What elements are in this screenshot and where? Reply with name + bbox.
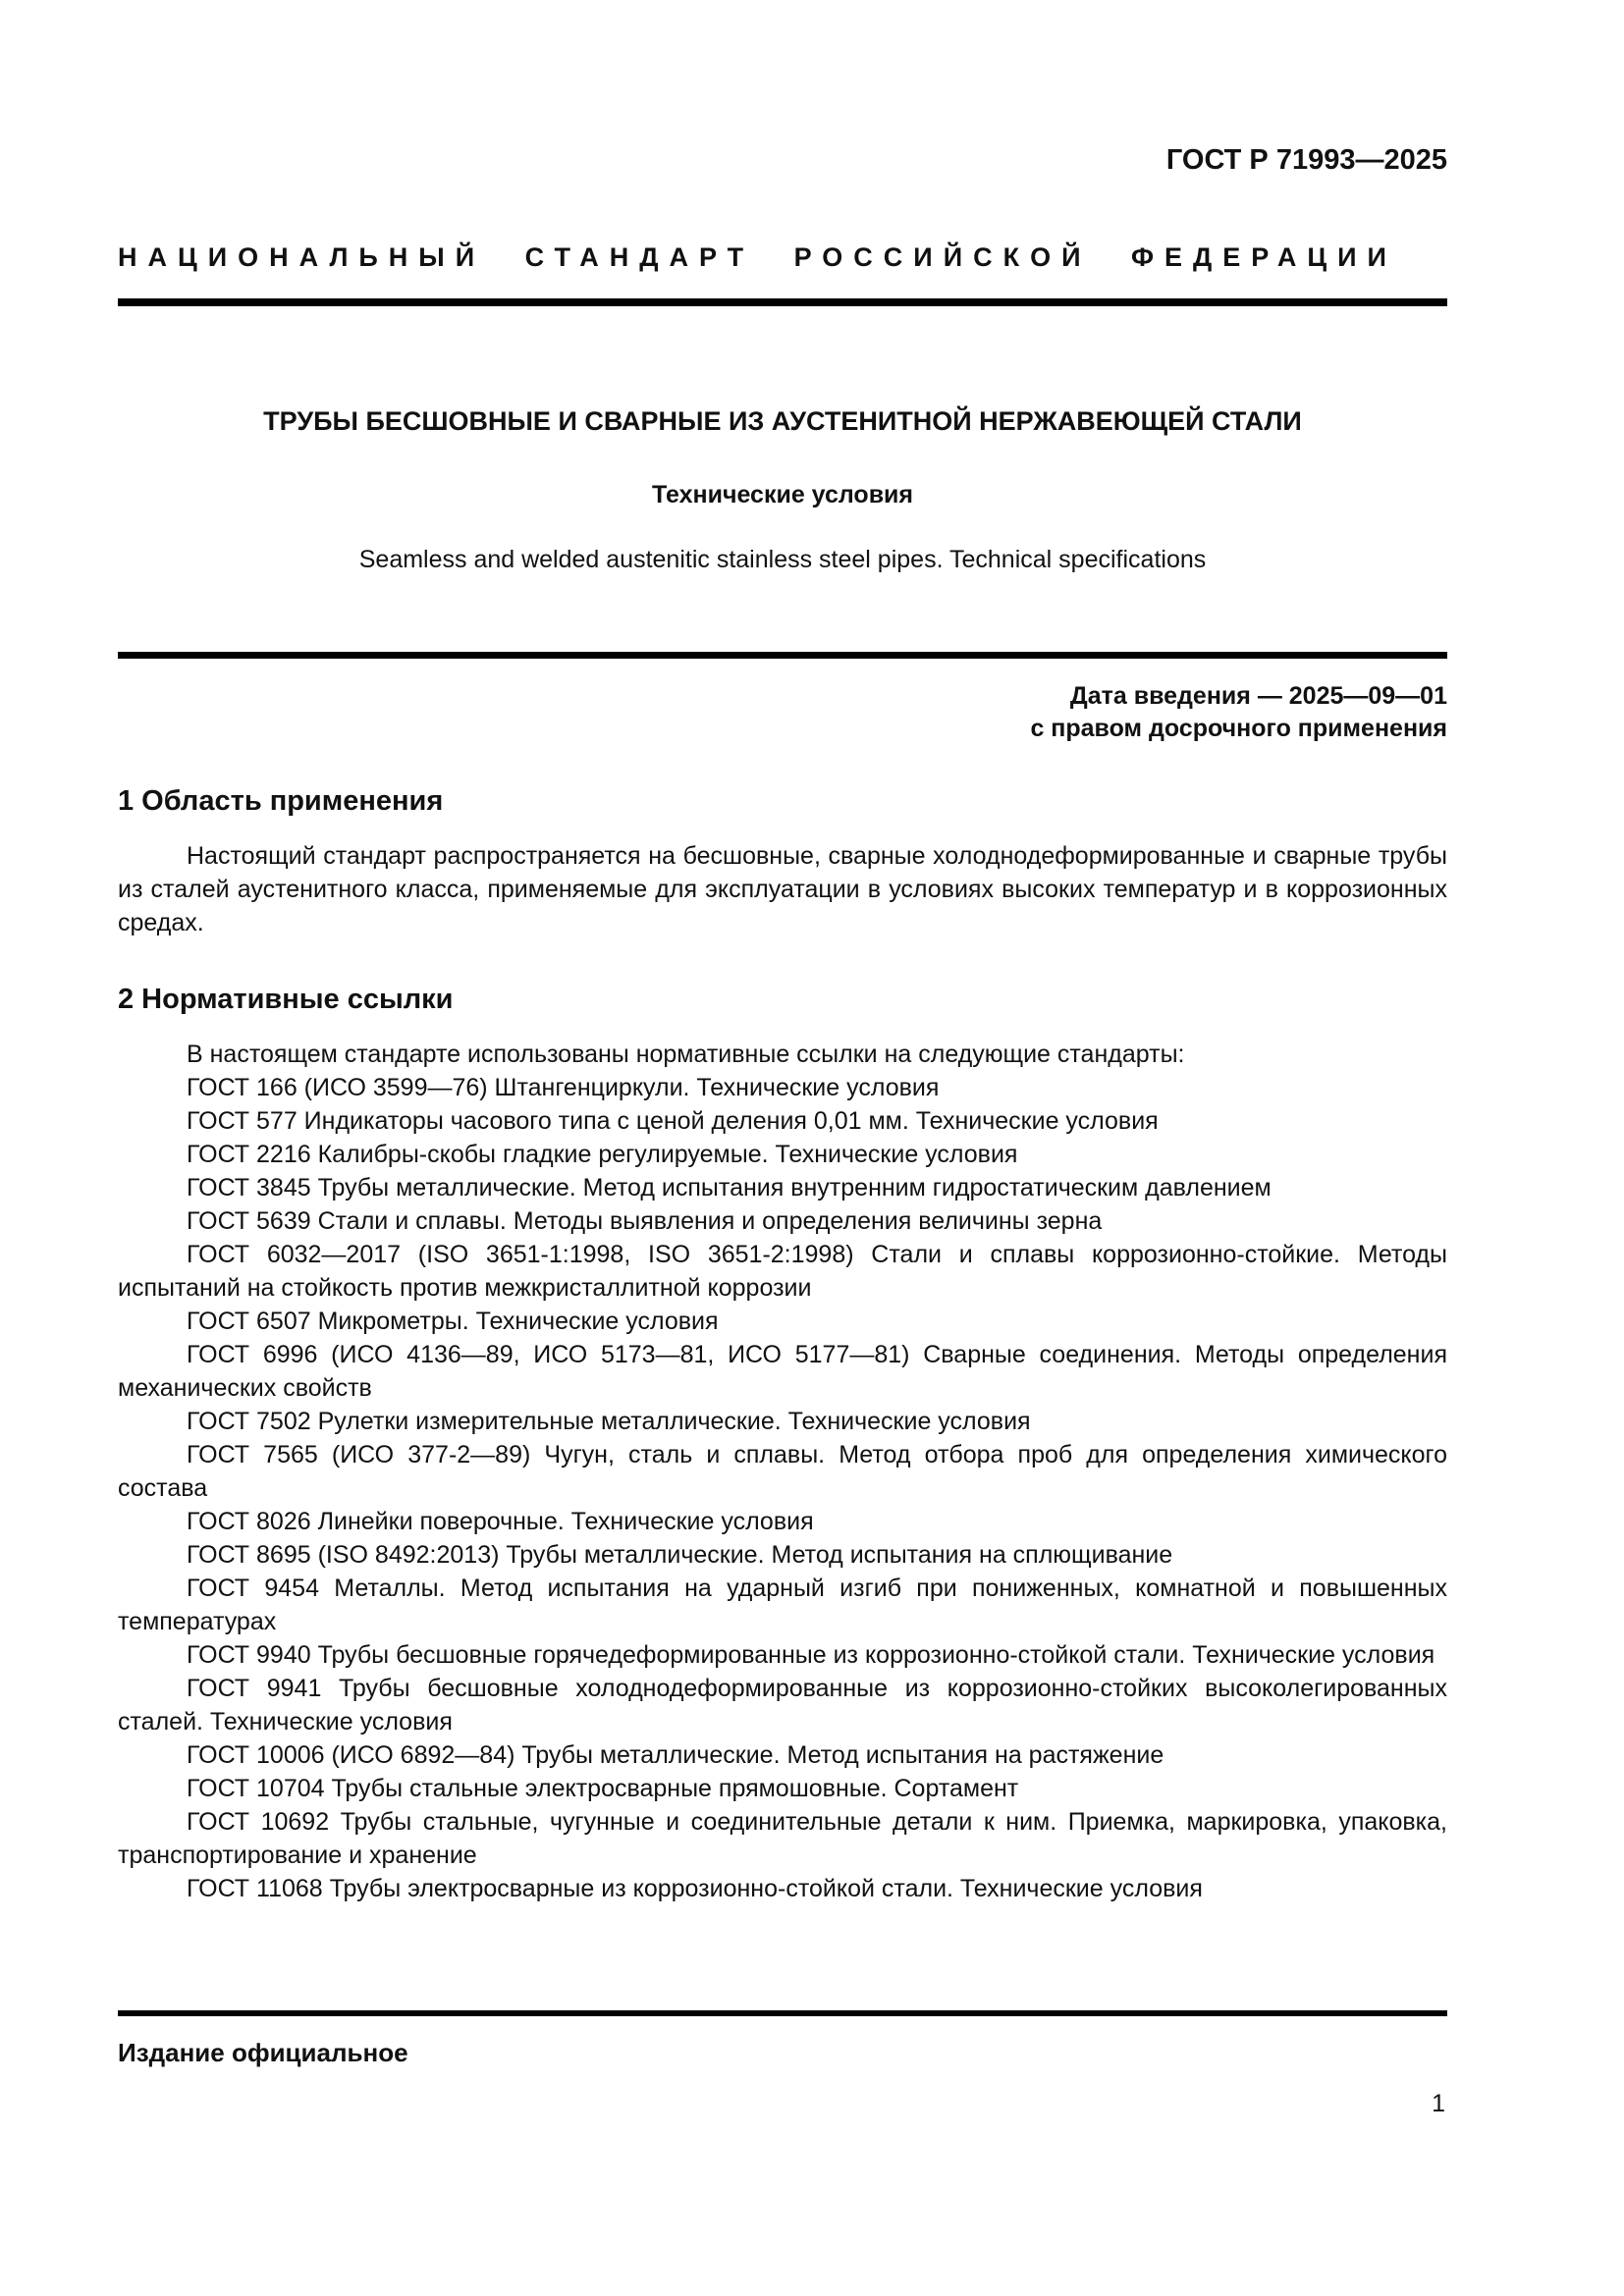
normative-reference: ГОСТ 10704 Трубы стальные электросварные прямошовные. Сортамент [187,1775,1019,1802]
section-heading-scope: 1 Область применения [118,785,444,817]
divider [118,298,1447,306]
normative-reference: ГОСТ 9454 Металлы. Метод испытания на ударный изгиб при пониженных, комнатной и повышенных температурах [118,1575,1447,1635]
footer-divider [118,2010,1447,2016]
document-title: ТРУБЫ БЕСШОВНЫЕ И СВАРНЫЕ ИЗ АУСТЕНИТНОЙ НЕРЖАВЕЮЩЕЙ СТАЛИ [263,406,1302,436]
normative-reference: ГОСТ 7502 Рулетки измерительные металлические. Технические условия [187,1408,1031,1435]
normative-reference: ГОСТ 2216 Калибры-скобы гладкие регулируемые. Технические условия [187,1141,1018,1168]
normative-reference: ГОСТ 9940 Трубы бесшовные горячедеформированные из коррозионно-стойкой стали. Технические условия [187,1641,1435,1669]
normative-reference: ГОСТ 11068 Трубы электросварные из коррозионно-стойкой стали. Технические условия [187,1875,1203,1902]
normative-reference: ГОСТ 6507 Микрометры. Технические условия [187,1308,719,1335]
page-number: 1 [1432,2090,1445,2117]
section-heading-normative-references: 2 Нормативные ссылки [118,984,454,1015]
normative-reference: ГОСТ 10006 (ИСО 6892—84) Трубы металлические. Метод испытания на растяжение [187,1741,1164,1769]
paragraph: В настоящем стандарте использованы нормативные ссылки на следующие стандарты: [187,1041,1185,1068]
normative-reference: ГОСТ 9941 Трубы бесшовные холоднодеформированные из коррозионно-стойких высоколегированных сталей. Технические условия [118,1675,1447,1735]
normative-reference: ГОСТ 6996 (ИСО 4136—89, ИСО 5173—81, ИСО 5177—81) Сварные соединения. Методы определения механических свойств [118,1341,1447,1402]
official-edition-label: Издание официальное [118,2038,408,2067]
normative-reference: ГОСТ 8026 Линейки поверочные. Технические условия [187,1508,814,1535]
paragraph: Настоящий стандарт распространяется на бесшовные, сварные холоднодеформированные и сварные трубы из сталей аустенитного класса, применяемые для эксплуатации в условиях высоких температур и в коррозионных средах. [118,842,1447,936]
effective-date-block [118,680,1447,745]
normative-reference: ГОСТ 5639 Стали и сплавы. Методы выявления и определения величины зерна [187,1207,1103,1235]
divider [118,652,1447,659]
normative-reference: ГОСТ 6032—2017 (ISO 3651-1:1998, ISO 3651-2:1998) Стали и сплавы коррозионно-стойкие. Методы испытаний на стойкость против межкристаллитной коррозии [118,1241,1447,1302]
document-subtitle: Технические условия [651,481,914,508]
normative-reference: ГОСТ 10692 Трубы стальные, чугунные и соединительные детали к ним. Приемка, маркировка, упаковка, транспортирование и хранение [118,1808,1447,1869]
effective-date: Дата введения — 2025—09—01 [1069,682,1447,710]
normative-reference: ГОСТ 8695 (ISO 8492:2013) Трубы металлические. Метод испытания на сплющивание [187,1541,1173,1569]
document-code: ГОСТ Р 71993—2025 [1165,144,1447,176]
normative-reference: ГОСТ 577 Индикаторы часового типа с ценой деления 0,01 мм. Технические условия [187,1107,1159,1135]
document-title-english: Seamless and welded austenitic stainless steel pipes. Technical specifications [358,546,1207,573]
normative-reference: ГОСТ 7565 (ИСО 377-2—89) Чугун, сталь и сплавы. Метод отбора проб для определения химического состава [118,1441,1447,1502]
normative-reference: ГОСТ 3845 Трубы металлические. Метод испытания внутренним гидростатическим давлением [187,1174,1272,1201]
normative-reference: ГОСТ 166 (ИСО 3599—76) Штангенциркули. Технические условия [187,1074,940,1101]
national-standard-banner: НАЦИОНАЛЬНЫЙ СТАНДАРТ РОССИЙСКОЙ ФЕДЕРАЦИИ [118,242,1397,272]
effective-date-note: с правом досрочного применения [1030,715,1447,742]
